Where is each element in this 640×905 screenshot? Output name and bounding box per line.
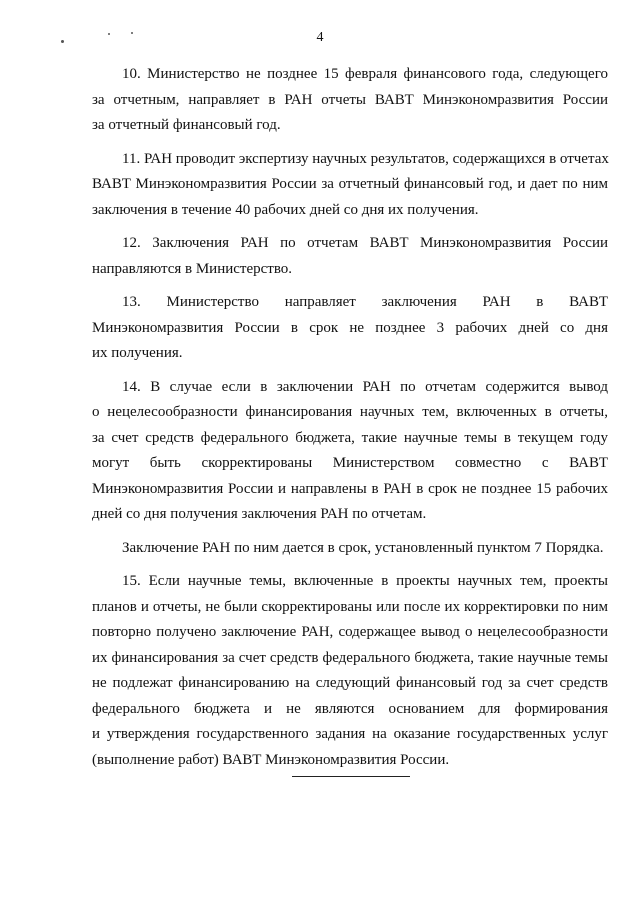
paragraph-line: 13. Министерство направляет заключения РАН в ВАВТ (122, 294, 608, 310)
paragraph-line: Минэкономразвития России в срок не позднее 3 рабочих дней со дня (92, 319, 608, 336)
paragraph-line: федерального бюджета и не являются основанием для формирования (92, 700, 608, 717)
paragraph-line: планов и отчеты, не были скорректированы или после их корректировки по ним (92, 598, 608, 615)
page-number: 4 (316, 30, 324, 45)
paragraph-line: Заключение РАН по ним дается в срок, установленный пунктом 7 Порядка. (122, 539, 604, 556)
paragraph-line: (выполнение работ) ВАВТ Минэкономразвития России. (92, 751, 450, 768)
paragraph-line: направляются в Министерство. (92, 260, 293, 277)
paragraph-line: их получения. (92, 345, 183, 361)
paragraph-line: дней со дня получения заключения РАН по отчетам. (92, 506, 427, 522)
paragraph-line: ВАВТ Минэкономразвития России за отчетный финансовый год, и дает по ним (92, 176, 608, 192)
paragraph-line: повторно получено заключение РАН, содержащее вывод о нецелесообразности (92, 624, 608, 640)
paragraph-line: 11. РАН проводит экспертизу научных результатов, содержащихся в отчетах (122, 150, 609, 167)
paragraph-line: за отчетным, направляет в РАН отчеты ВАВТ Минэкономразвития России (92, 91, 608, 108)
paragraph-line: 10. Министерство не позднее 15 февраля финансового года, следующего (122, 66, 608, 82)
paragraph-line: могут быть скорректированы Министерством совместно с ВАВТ (92, 455, 608, 471)
end-of-document-rule (292, 776, 410, 777)
paragraph-line: о нецелесообразности финансирования научных тем, включенных в отчеты, (92, 404, 608, 420)
paragraph-line: 12. Заключения РАН по отчетам ВАВТ Минэкономразвития России (122, 235, 608, 251)
paragraph-line: 15. Если научные темы, включенные в проекты научных тем, проекты (122, 573, 608, 589)
paragraph-line: Минэкономразвития России и направлены в РАН в срок не позднее 15 рабочих (92, 480, 608, 497)
paragraph-line: за счет средств федерального бюджета, такие научные темы в текущем году (92, 429, 608, 446)
paragraph-line: их финансирования за счет средств федерального бюджета, такие научные темы (92, 649, 608, 666)
document-body (92, 62, 608, 773)
paragraph-line: 14. В случае если в заключении РАН по отчетам содержится вывод (122, 378, 608, 395)
paragraph-line: за отчетный финансовый год. (92, 117, 281, 133)
paragraph-line: и утверждения государственного задания на оказание государственных услуг (92, 726, 608, 742)
paragraph-line: не подлежат финансированию на следующий финансовый год за счет средств (92, 675, 608, 691)
paragraph-line: заключения в течение 40 рабочих дней со дня их получения. (92, 201, 479, 218)
